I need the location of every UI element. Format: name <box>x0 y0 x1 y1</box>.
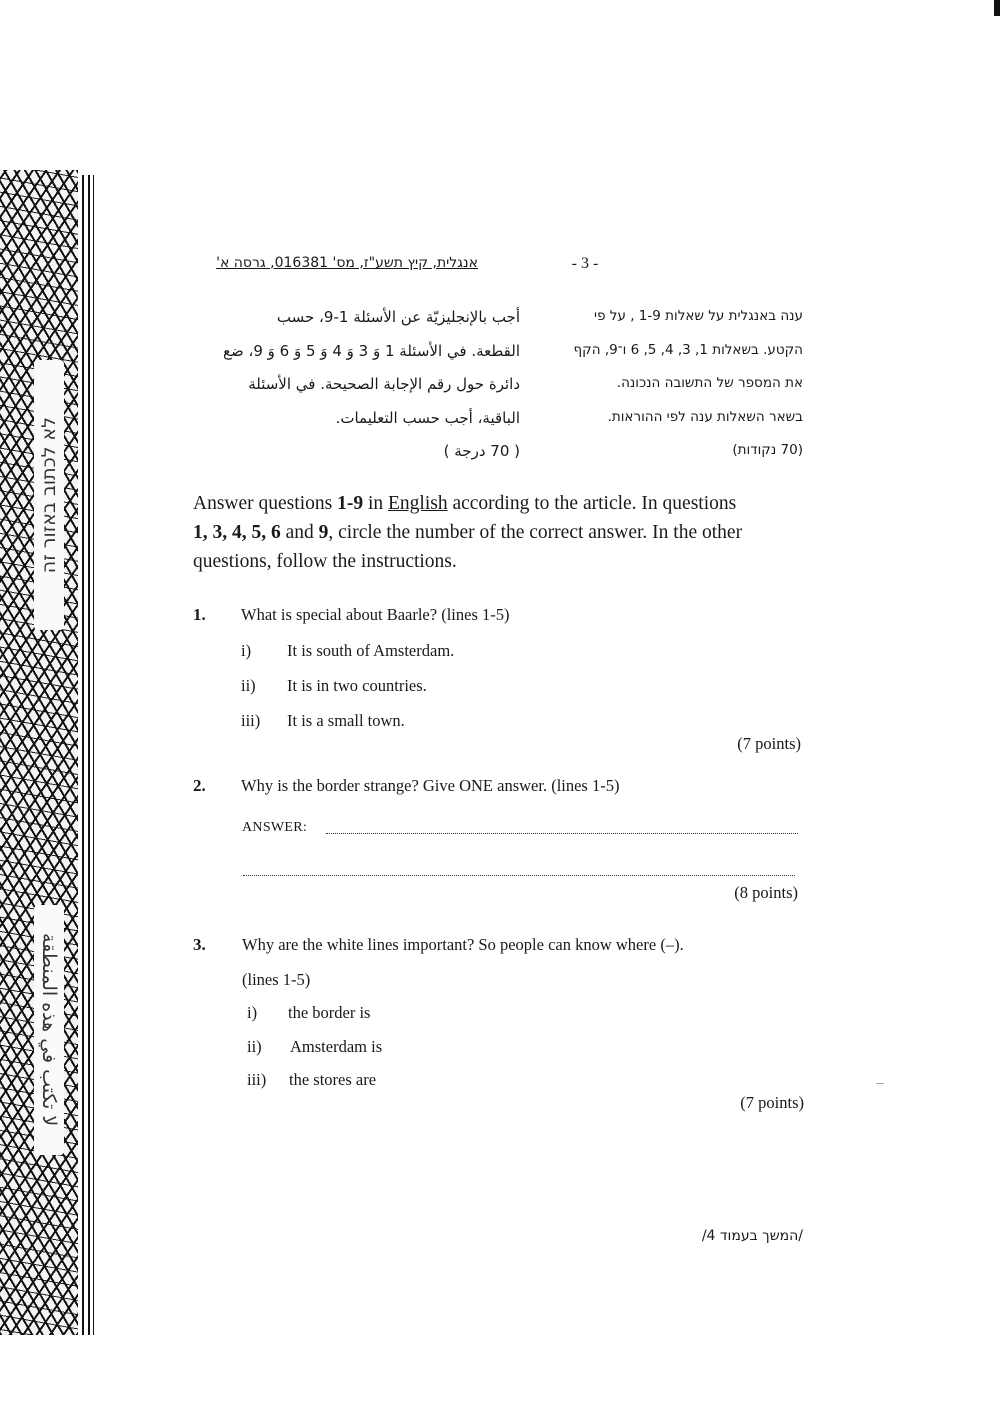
continue-note: /המשך בעמוד 4/ <box>701 1228 803 1244</box>
hebrew-points: (70 נקודות) <box>732 442 803 458</box>
question-text: Why are the white lines important? So people can know where (–). <box>242 935 684 954</box>
option-number[interactable]: i) <box>247 1003 258 1022</box>
intro-range: 1-9 <box>337 493 364 514</box>
margin-notice-hebrew: לא לכתוב באזור זה <box>38 416 60 574</box>
arabic-instruction-line: أجب بالإنجليزيّة عن الأسئلة 1-9، حسب <box>276 308 520 326</box>
margin-rule <box>88 175 90 1335</box>
margin-rule <box>82 175 84 1335</box>
question-number: 1. <box>193 605 206 624</box>
question-points: (7 points) <box>740 1093 804 1112</box>
option-text: Amsterdam is <box>290 1037 383 1056</box>
option-text: the stores are <box>289 1070 377 1089</box>
hebrew-instruction-line: ענה באנגלית על שאלות 1-9 , על פי <box>594 308 803 324</box>
answer-line[interactable] <box>243 875 795 876</box>
intro-circle-list: 1, 3, 4, 5, 6 <box>193 522 281 543</box>
question-points: (8 points) <box>734 883 798 902</box>
margin-rule <box>93 175 94 1335</box>
option-text: the border is <box>288 1003 371 1022</box>
option-text: It is south of Amsterdam. <box>287 641 455 660</box>
intro-text: Answer questions <box>193 493 338 514</box>
hebrew-instruction-line: הקטע. בשאלות 1, 3, 4, 5, 6 ו־9, הקף <box>573 341 803 358</box>
question-text: What is special about Baarle? (lines 1-5) <box>241 605 510 624</box>
question-points: (7 points) <box>737 734 801 753</box>
option-text: It is a small town. <box>287 711 405 730</box>
intro-last-question: 9 <box>318 522 329 543</box>
option-number[interactable]: iii) <box>241 711 261 730</box>
intro-text: , circle the number of the correct answer. In the other <box>328 522 743 543</box>
intro-text: in <box>363 493 388 514</box>
arabic-instruction-line: دائرة حول رقم الإجابة الصحيحة. في الأسئلة <box>248 375 520 393</box>
question-number: 3. <box>193 935 206 954</box>
option-text: It is in two countries. <box>287 676 427 695</box>
margin-notice-arabic: لا تكتب في هذه المنطقة <box>38 933 60 1127</box>
question-text: Why is the border strange? Give ONE answer. (lines 1-5) <box>241 776 620 795</box>
question-lines-ref: (lines 1-5) <box>242 970 311 989</box>
intro-text: and <box>280 522 319 543</box>
hebrew-instruction-line: את המספר של התשובה הנכונה. <box>616 375 803 391</box>
question-number: 2. <box>193 776 206 795</box>
scan-artifact <box>876 1083 884 1084</box>
intro-text: questions, follow the instructions. <box>193 551 457 572</box>
margin-notice-hebrew-box <box>34 360 64 630</box>
option-number[interactable]: i) <box>241 641 252 660</box>
option-number[interactable]: ii) <box>247 1037 262 1056</box>
option-number[interactable]: ii) <box>241 676 256 695</box>
english-instructions <box>193 489 813 576</box>
scan-corner-mark <box>994 0 1000 16</box>
answer-label: ANSWER: <box>242 820 308 835</box>
arabic-instruction-line: القطعة. في الأسئلة 1 وَ 3 وَ 4 وَ 5 وَ 6 وَ 9، ضع <box>222 341 520 360</box>
option-number[interactable]: iii) <box>247 1070 267 1089</box>
hebrew-instruction-line: בשאר השאלות ענה לפי ההוראות. <box>607 408 803 425</box>
hebrew-instructions <box>520 308 803 476</box>
header-subject: אנגלית, קיץ תשע"ז, מס' 016381, גרסה א' <box>216 255 478 271</box>
margin-pattern <box>0 170 78 1335</box>
page-number: - 3 - <box>571 255 599 272</box>
margin-notice-arabic-box <box>34 905 64 1155</box>
arabic-instructions <box>210 308 520 476</box>
intro-text: according to the article. In questions <box>447 493 737 514</box>
answer-line[interactable] <box>326 833 798 834</box>
arabic-instruction-line: الباقية، أجب حسب التعليمات. <box>335 408 520 427</box>
intro-language: English <box>388 493 448 514</box>
arabic-points: ( 70 درجة ) <box>443 442 520 460</box>
